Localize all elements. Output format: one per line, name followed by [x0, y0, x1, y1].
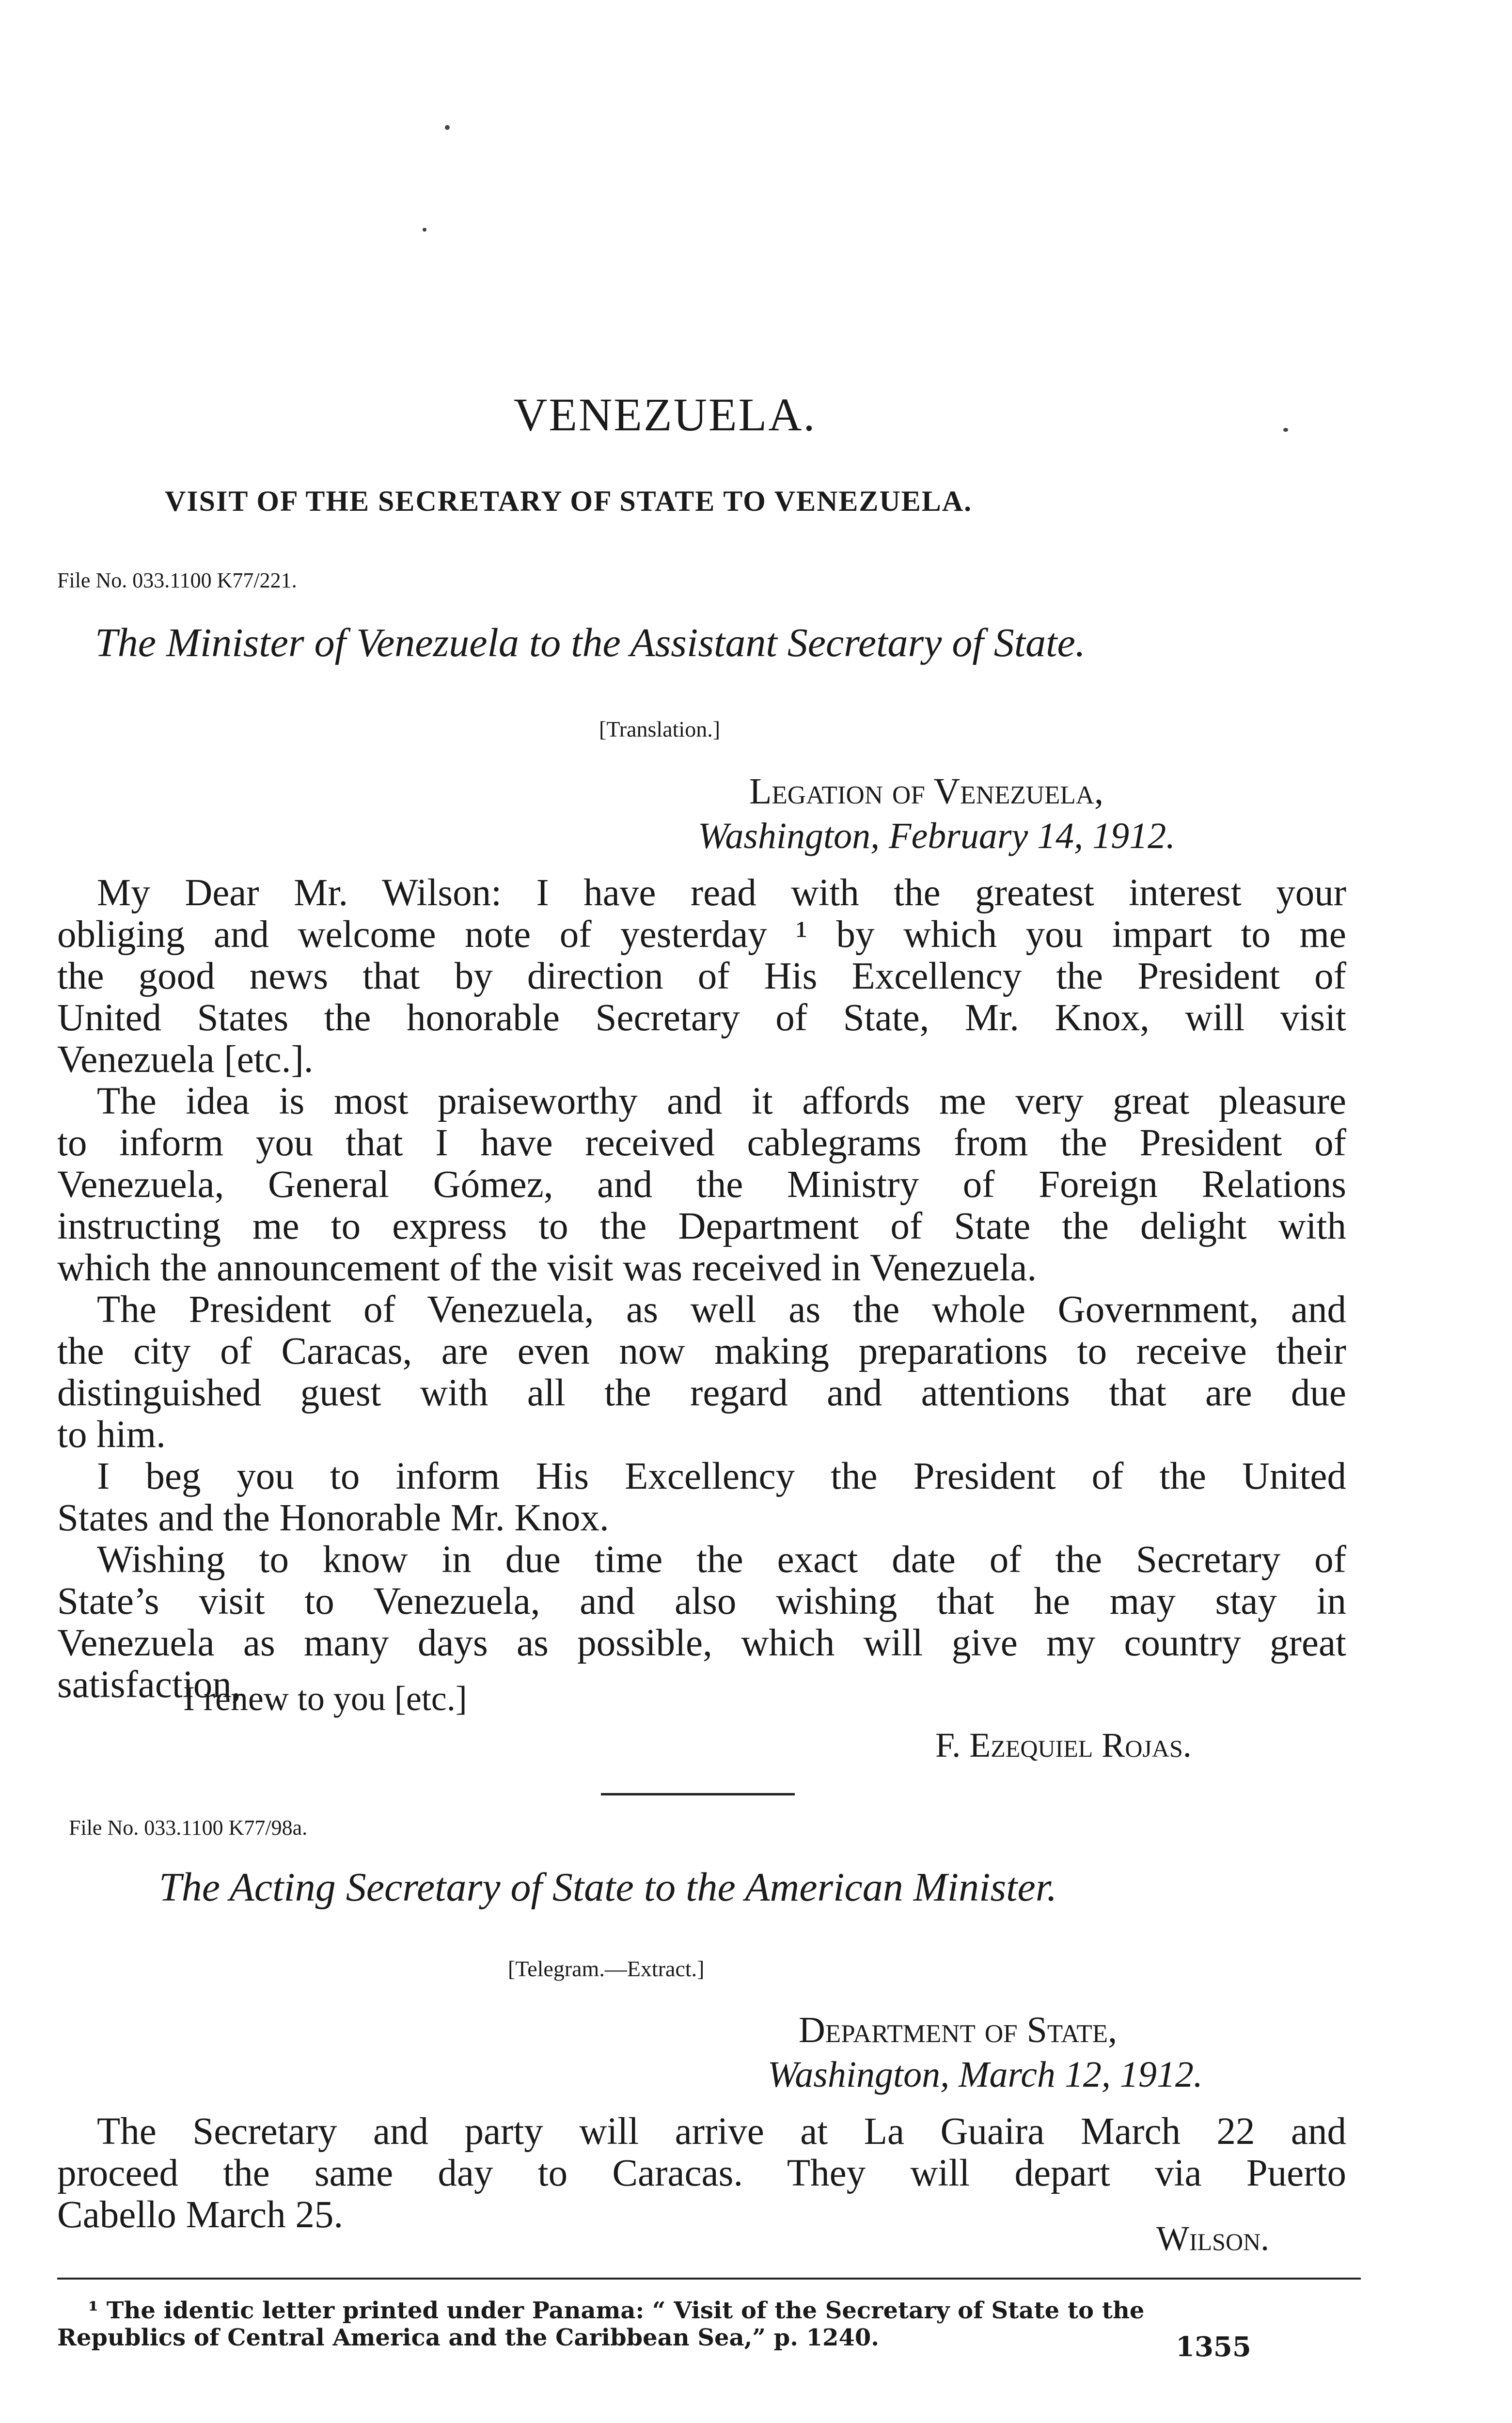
body-line: The President of Venezuela, as well as the whole Government, and	[97, 1289, 1346, 1331]
body-line: Venezuela as many days as possible, which will give my country great	[57, 1622, 1346, 1664]
body-line: State’s visit to Venezuela, and also wishing that he may stay in	[57, 1580, 1346, 1622]
body-line: I beg you to inform His Excellency the President of the United	[97, 1455, 1346, 1497]
signature: F. Ezequiel Rojas.	[935, 1726, 1192, 1764]
telegram-note: [Telegram.—Extract.]	[508, 1956, 705, 1981]
letterhead-date: Washington, March 12, 1912.	[768, 2054, 1203, 2095]
body-line: to him.	[57, 1414, 166, 1456]
body-line: instructing me to express to the Department of State the delight with	[57, 1205, 1346, 1247]
body-line: The idea is most praiseworthy and it affords me very great pleasure	[97, 1080, 1346, 1122]
body-line: proceed the same day to Caracas. They will depart via Puerto	[57, 2152, 1346, 2194]
body-line: satisfaction,	[57, 1664, 241, 1706]
body-line: distinguished guest with all the regard and attentions that are due	[57, 1372, 1346, 1414]
body-line: obliging and welcome note of yesterday ¹ by which you impart to me	[57, 913, 1346, 956]
translation-note: [Translation.]	[599, 717, 721, 741]
scan-speck	[1283, 428, 1288, 432]
signature: Wilson.	[1156, 2219, 1270, 2258]
body-line: United States the honorable Secretary of State, Mr. Knox, will visit	[57, 997, 1346, 1039]
letter-body	[57, 872, 1346, 1706]
country-title: VENEZUELA.	[514, 389, 817, 441]
telegram-body	[57, 2111, 1346, 2236]
body-line: My Dear Mr. Wilson: I have read with the greatest interest your	[97, 872, 1346, 914]
file-number: File No. 033.1100 K77/221.	[57, 568, 297, 592]
scan-speck	[423, 228, 426, 232]
letterhead-place: Department of State,	[799, 2010, 1118, 2050]
body-line: the city of Caracas, are even now making preparations to receive their	[57, 1330, 1346, 1372]
letter-heading: The Minister of Venezuela to the Assistant Secretary of State.	[95, 620, 1086, 665]
footnote-rule	[57, 2278, 1361, 2280]
scan-speck	[445, 125, 450, 130]
body-line: Venezuela, General Gómez, and the Ministry of Foreign Relations	[57, 1164, 1346, 1206]
closing-line: I renew to you [etc.]	[183, 1679, 467, 1718]
section-divider	[601, 1793, 795, 1795]
letterhead-date: Washington, February 14, 1912.	[698, 816, 1176, 856]
footnote-line: ¹ The identic letter printed under Panama: “ Visit of the Secretary of State to the	[88, 2297, 1145, 2324]
body-line: the good news that by direction of His Excellency the President of	[57, 955, 1346, 997]
section-title: VISIT OF THE SECRETARY OF STATE TO VENEZUELA.	[165, 485, 973, 517]
letterhead-place: Legation of Venezuela,	[749, 771, 1104, 812]
page-number: 1355	[1176, 2331, 1251, 2363]
body-line: which the announcement of the visit was received in Venezuela.	[57, 1247, 1037, 1289]
body-line: Wishing to know in due time the exact date of the Secretary of	[97, 1539, 1346, 1581]
letter-heading: The Acting Secretary of State to the American Minister.	[159, 1865, 1057, 1910]
footnote-line: Republics of Central America and the Caribbean Sea,” p. 1240.	[57, 2324, 879, 2351]
body-line: Venezuela [etc.].	[57, 1038, 314, 1081]
footnote	[57, 2297, 1356, 2351]
body-line: States and the Honorable Mr. Knox.	[57, 1497, 609, 1539]
body-line: The Secretary and party will arrive at La Guaira March 22 and	[97, 2110, 1346, 2153]
body-line: Cabello March 25.	[57, 2194, 344, 2236]
body-line: to inform you that I have received cablegrams from the President of	[57, 1122, 1346, 1164]
file-number: File No. 033.1100 K77/98a.	[69, 1816, 308, 1840]
